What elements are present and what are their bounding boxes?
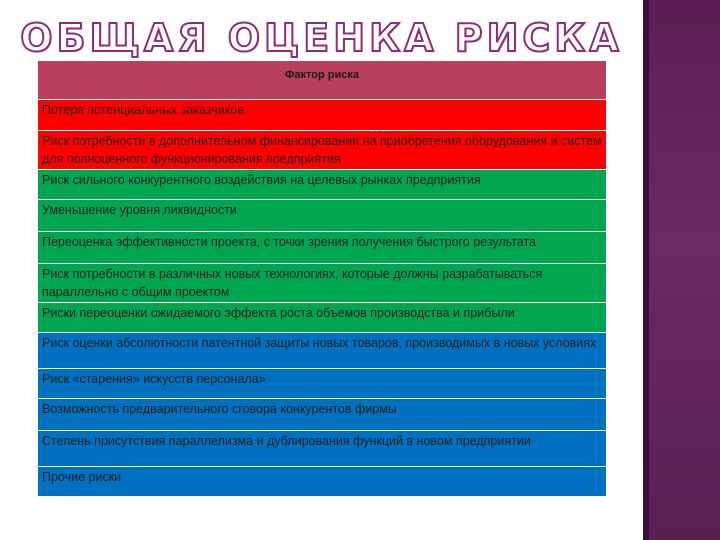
- table-row: Риск сильного конкурентного воздействия на целевых рынках предприятия: [38, 170, 607, 200]
- table-row: Уменьшение уровня ликвидности: [38, 200, 607, 232]
- decorative-side-panel: [643, 0, 720, 540]
- table-row: Риск оценки абсолютности патентной защиты новых товаров, производимых в новых условиях: [38, 333, 607, 369]
- table-row: Возможность предварительного сговора конкурентов фирмы: [38, 399, 607, 431]
- slide-title: ОБЩАЯ ОЦЕНКА РИСКА: [20, 16, 623, 60]
- table-row: Риски переоценки ожидаемого эффекта роста объемов производства и прибыли: [38, 303, 607, 333]
- table-row: Степень присутствия параллелизма и дублирования функций в новом предприятии: [38, 431, 607, 467]
- table-header-risk-factor: Фактор риска: [38, 61, 607, 100]
- table-row: Переоценка эффективности проекта, с точки зрения получения быстрого результата: [38, 232, 607, 264]
- table-row: Прочие риски: [38, 467, 607, 497]
- risk-factor-table: [37, 60, 607, 497]
- table-row: Риск потребности в различных новых технологиях, которые должны разрабатываться параллельно с общим проектом: [38, 264, 607, 303]
- table-row: Потеря потенциальных заказчиков: [38, 100, 607, 131]
- table-row: Риск «старения» искусств персонала»: [38, 369, 607, 399]
- table-row: Риск потребности в дополнительном финансировании на приобретения оборудования и систем для полноценного функционирования предприятия: [38, 131, 607, 170]
